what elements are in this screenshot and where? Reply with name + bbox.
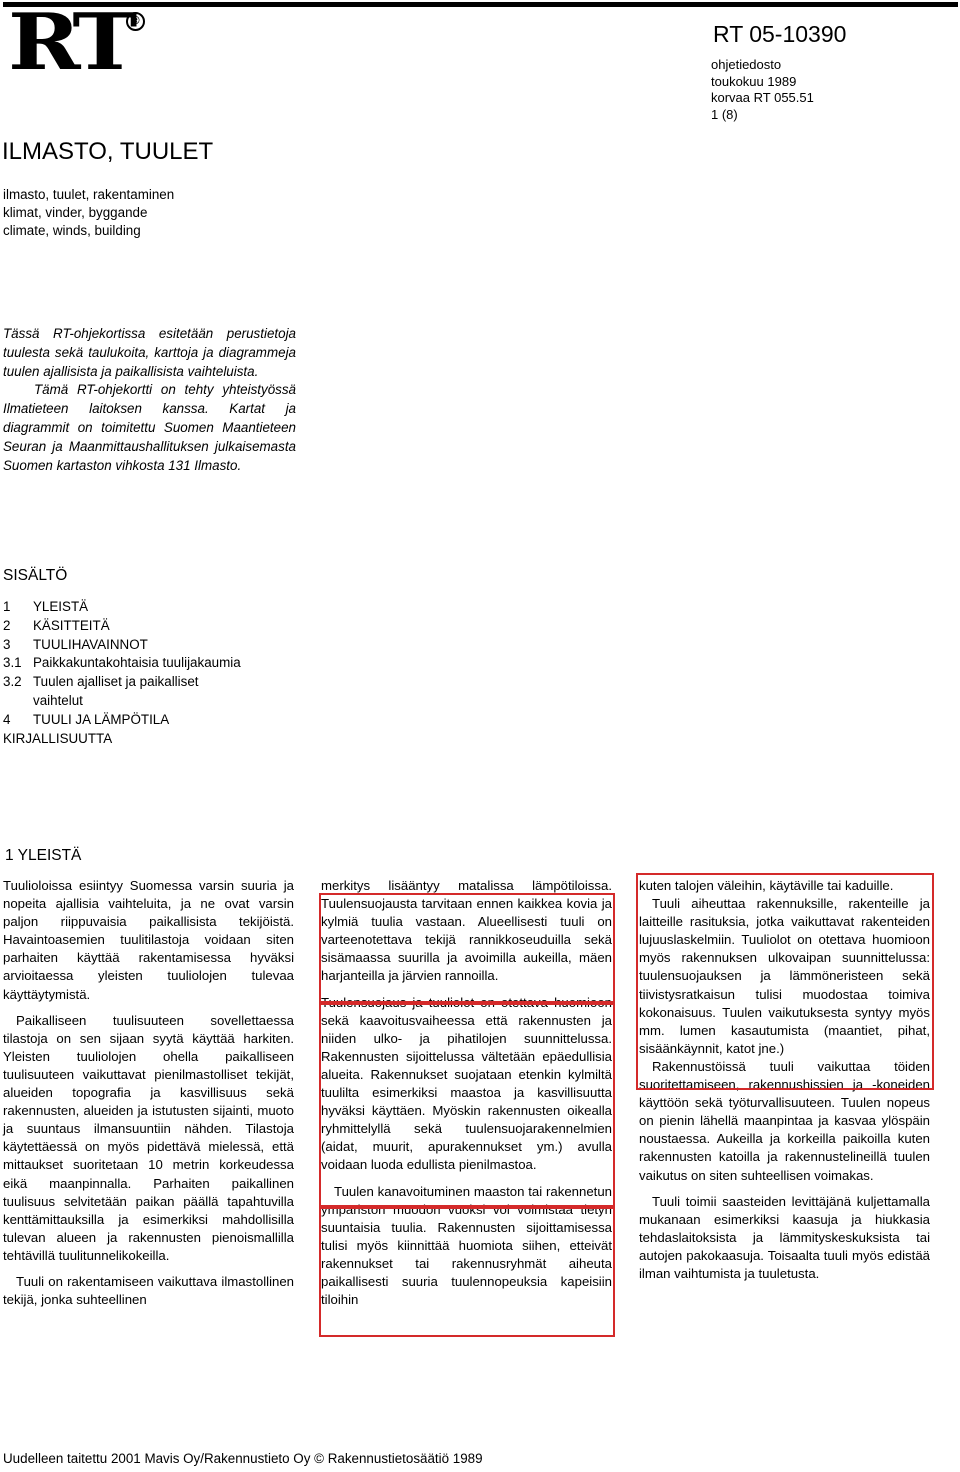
registered-mark-icon: ® bbox=[126, 12, 145, 31]
rt-logo bbox=[8, 0, 158, 88]
footer-copyright: Uudelleen taitettu 2001 Mavis Oy/Rakennustieto Oy © Rakennustietosäätiö 1989 bbox=[3, 1451, 483, 1466]
abstract-paragraph: Tämä RT-ohjekortti on tehty yhteistyössä Ilmatieteen laitoksen kanssa. Kartat ja diagrammit on toimitettu Suomen Maantieteen Seuran ja Maanmittaushallituksen julkaisemasta Suomen kartaston vihkosta 131 Ilmasto. bbox=[3, 382, 296, 473]
toc-item: 3.1 Paikkakuntakohtaisia tuulijakaumia bbox=[3, 655, 241, 671]
keywords-fi: ilmasto, tuulet, rakentaminen bbox=[3, 187, 175, 202]
header-rule bbox=[3, 2, 958, 7]
doc-type: ohjetiedosto bbox=[711, 57, 782, 72]
highlight-box bbox=[319, 1003, 615, 1207]
section-heading: 1 YLEISTÄ bbox=[5, 847, 82, 864]
body-paragraph: kuten talojen väleihin, käytäville tai kaduille. bbox=[639, 878, 894, 893]
keywords bbox=[3, 186, 174, 240]
page-number: 1 (8) bbox=[711, 106, 738, 122]
toc-item: vaihtelut bbox=[33, 692, 83, 708]
keywords-sv: klimat, vinder, byggande bbox=[3, 205, 148, 220]
document-number: RT 05-10390 bbox=[713, 21, 847, 47]
body-paragraph: Tuulensuojaus ja tuuliolot on otettava huomioon sekä kaavoitusvaiheessa että rakennusten ja niiden ulko- ja pihatilojen suunnittelussa. Rakennusten sijoittelussa vältetään epäedullisia alueita. Rakennukset suojataan etenkin kylmiltä tuulilta esimerkiksi maastoa ja kasvillisuutta hyväksi käyttäen. Myöskin rakennusten oikealla ryhmittelyllä sekä tuulensuojarakennelmien (aidat, muurit, apurakennukset ym.) avulla voidaan luoda edullista pienilmastoa. bbox=[321, 994, 612, 1173]
body-paragraph: Paikalliseen tuulisuuteen sovellettaessa tilastoja on sen sijaan syytä käyttää harkiten. Yleisten tuuliolojen ohella paikalliseen tuulisuuteen vaikuttavat pienilmastolliset tekijät, alueiden topografia ja kasvillisuus sekä rakennusten, alueiden ja istutusten sijainti, muoto ja suuntaus ilmansuuntiin nähden. Tilastoja käytettäessä on myös pidettävä mielessä, että mittaukset suoritetaan 10 metrin korkeudessa eikä maanpinnalla. Parhaiten paikallinen tuulisuus selvitetään paikan päällä tapahtuvilla kenttämittauksilla ja esimerkiksi mahdollisilla tulevan alueen ja rakennusten pienoismallilla tehtävillä tuulitunnelikokeilla. bbox=[3, 1012, 294, 1263]
toc-item: KIRJALLISUUTTA bbox=[3, 730, 113, 746]
toc-item: 1 YLEISTÄ bbox=[3, 599, 89, 614]
toc-item: 3.2 Tuulen ajalliset ja paikalliset bbox=[3, 674, 199, 690]
logo-text: RT bbox=[8, 0, 131, 88]
highlight-box bbox=[319, 893, 615, 1003]
doc-replaces: korvaa RT 055.51 bbox=[711, 90, 814, 105]
page-title: ILMASTO, TUULET bbox=[2, 138, 214, 165]
highlight-box bbox=[319, 1207, 615, 1337]
abstract-paragraph: Tässä RT-ohjekortissa esitetään perustietoja tuulesta sekä taulukoita, karttoja ja diagrammeja tuulen ajallisista ja paikallisista vaihteluista. bbox=[3, 326, 296, 379]
text-column-1 bbox=[3, 877, 294, 1309]
body-paragraph: Tuulen kanavoituminen maaston tai rakennetun ympäristön muodon vuoksi voi voimistaa tietyn suuntaisia tuulia. Rakennusten sijoittamisessa tulisi myös kiinnittää huomiota siihen, etteivät rakennukset tai rakennusryhmät aiheuta paikallisesti suuria tuulennopeuksia kapeisiin tiloihin bbox=[321, 1183, 612, 1308]
body-paragraph: Tuulioloissa esiintyy Suomessa varsin suuria ja nopeita ajallisia vaihteluita, ja ne ovat varsin paljon riippuvaisia paikallisista tekijöistä. Havaintoasemien tuulitilastoja voidaan siten parhaiten käyttää rakentamisessa hyväksi arvioitaessa yleisten tuuliolojen tulevaa käyttäytymistä. bbox=[3, 878, 294, 1002]
table-of-contents bbox=[3, 598, 241, 748]
body-paragraph: Rakennustöissä tuuli vaikuttaa töiden suoritettamiseen, rakennushissien ja -koneiden käyttöön sekä työturvallisuuteen. Tuulen nopeus on pienin lähellä maanpintaa ja kasvaa ylöspäin noustaessa. Aukeilla ja korkeilla paikoilla kuten rakennusten katoilla ja rakennustelineillä tuulen vaikutus on siten suhteellisen voimakas. bbox=[639, 1058, 930, 1183]
body-paragraph: Tuuli aiheuttaa rakennuksille, rakenteille ja laitteille rasituksia, jotka vaikuttavat rakenteiden lujuuslaskelmiin. Tuuliolot on otettava huomioon myös rakennuksen ulkovaipan suunnittelussa: tuulensuojauksen ja lämmöneristeen sekä tiivistysratkaisun tulisi muodostaa toimiva kokonaisuus. Tuulen vaikutuksesta syntyy myös mm. lumen kasautumista (maantiet, pihat, sisäänkäynnit, katot jne.) bbox=[639, 896, 930, 1056]
toc-item: 4 TUULI JA LÄMPÖTILA bbox=[3, 711, 170, 727]
highlight-box bbox=[636, 873, 934, 1090]
toc-item: 3 TUULIHAVAINNOT bbox=[3, 636, 148, 652]
toc-item: 2 KÄSITTEITÄ bbox=[3, 617, 110, 633]
document-meta bbox=[711, 57, 814, 123]
toc-title: SISÄLTÖ bbox=[3, 567, 68, 584]
keywords-en: climate, winds, building bbox=[3, 223, 141, 238]
abstract bbox=[3, 325, 296, 475]
body-paragraph: Tuuli on rakentamiseen vaikuttava ilmastollinen tekijä, jonka suhteellinen bbox=[3, 1273, 294, 1308]
body-paragraph: Tuuli toimii saasteiden levittäjänä kuljettamalla mukanaan esimerkiksi kaasuja ja hiukkasia tehdaslaitoksista ja lämmityskeskuksista tai autojen pakokaasuja. Toisaalta tuuli myös edistää ilman vaihtumista ja tuuletusta. bbox=[639, 1193, 930, 1281]
body-paragraph: merkitys lisääntyy matalissa lämpötiloissa. Tuulensuojausta tarvitaan ennen kaikkea kovia ja kylmiä tuulia vastaan. Alueellisesti tuuli on varteenotettava tekijä rannikkoseuduilla sekä sisämaassa suurilla ja avoimilla aukeilla, mäen harjanteilla ja järvien rannoilla. bbox=[321, 878, 612, 984]
doc-date: toukokuu 1989 bbox=[711, 73, 797, 89]
